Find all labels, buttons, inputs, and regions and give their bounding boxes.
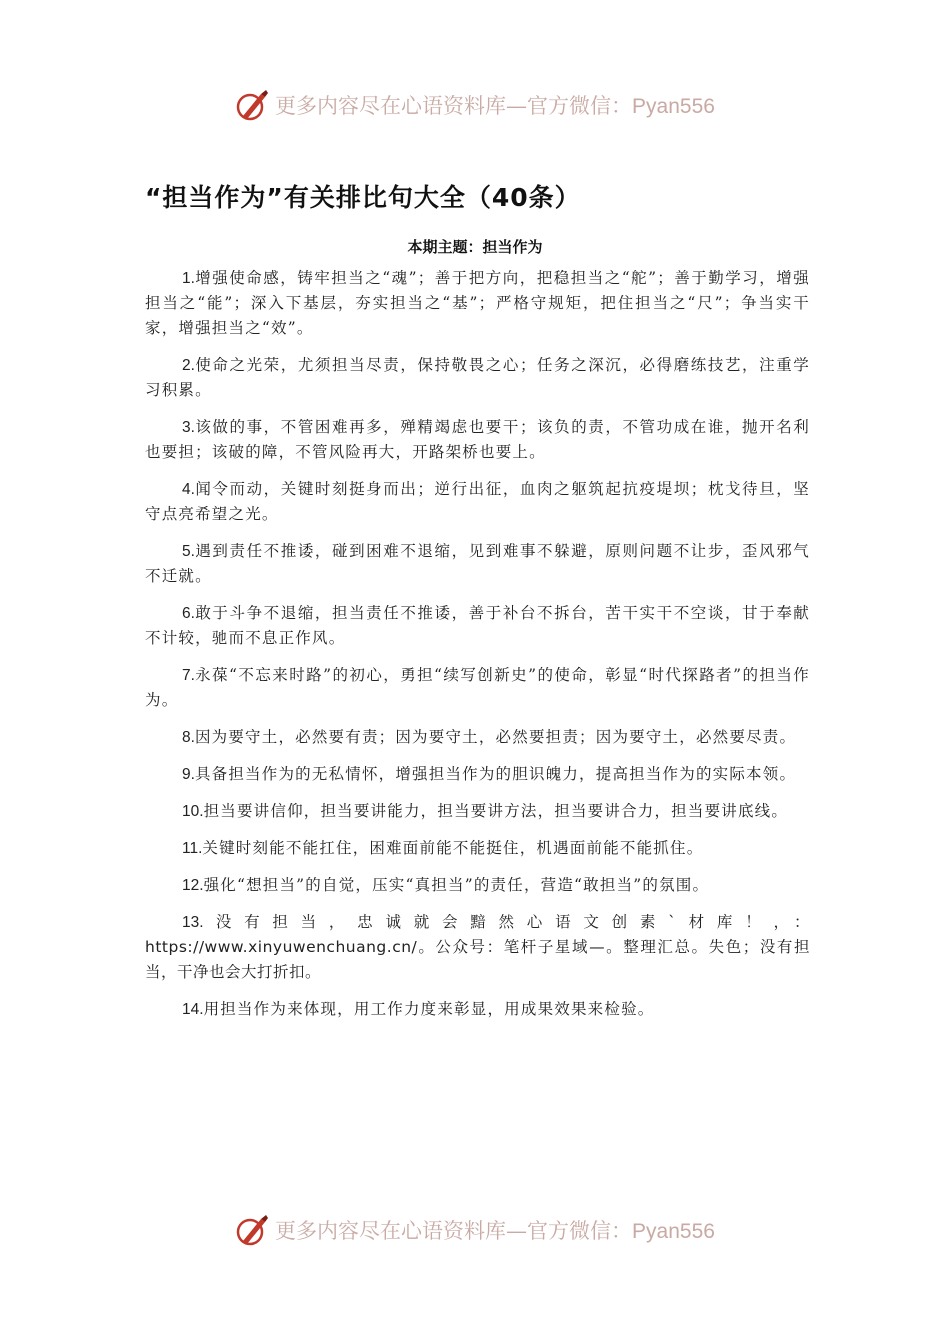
item-list <box>145 266 810 1034</box>
page-subtitle: 本期主题：担当作为 <box>407 238 543 256</box>
item-text: 使命之光荣，尤须担当尽责，保持敬畏之心；任务之深沉，必得磨练技艺，注重学习积累。 <box>145 356 810 399</box>
item-number: 3. <box>182 419 195 436</box>
list-item <box>145 836 810 861</box>
item-text: 永葆“不忘来时路”的初心，勇担“续写创新史”的使命，彰显“时代探路者”的担当作为。 <box>145 666 810 709</box>
item-text: 具备担当作为的无私情怀，增强担当作为的胆识魄力，提高担当作为的实际本领。 <box>194 765 797 783</box>
item-text: 强化“想担当”的自觉，压实“真担当”的责任，营造“敢担当”的氛围。 <box>203 876 710 894</box>
list-item <box>145 477 810 527</box>
banner-label: 更多内容尽在心语资料库—官方微信： <box>275 94 633 118</box>
list-item <box>145 415 810 465</box>
item-number: 2. <box>182 357 195 374</box>
item-number: 7. <box>182 667 195 684</box>
pen-logo-icon <box>235 1213 269 1247</box>
item-number: 12. <box>182 877 204 894</box>
item-number: 10. <box>182 803 204 820</box>
item-text: 关键时刻能不能扛住，困难面前能不能挺住，机遇面前能不能抓住。 <box>202 839 704 857</box>
item-number: 9. <box>182 766 195 783</box>
item-number: 5. <box>182 543 195 560</box>
list-item <box>145 873 810 898</box>
item-text: 因为要守土，必然要有责；因为要守土，必然要担责；因为要守土，必然要尽责。 <box>194 728 797 746</box>
item-text: 敢于斗争不退缩，担当责任不推诿，善于补台不拆台，苦干实干不空谈，甘于奉献不计较，驰而不息正作风。 <box>145 604 810 647</box>
item-number: 11. <box>182 840 203 857</box>
item-text: 增强使命感，铸牢担当之“魂”；善于把方向，把稳担当之“舵”；善于勤学习，增强担当之“能”；深入下基层，夯实担当之“基”；严格守规矩，把住担当之“尺”；争当实干家，增强担当之“效”。 <box>145 269 810 337</box>
list-item <box>145 539 810 589</box>
item-text: 闻令而动，关键时刻挺身而出；逆行出征，血肉之躯筑起抗疫堤坝；枕戈待旦，坚守点亮希望之光。 <box>145 480 810 523</box>
item-number: 8. <box>182 729 195 746</box>
item-number: 13. <box>182 914 204 931</box>
item-text: 用担当作为来体现，用工作力度来彰显，用成果效果来检验。 <box>203 1000 655 1018</box>
list-item <box>145 910 810 985</box>
list-item <box>145 762 810 787</box>
header-banner <box>0 85 950 125</box>
list-item <box>145 266 810 341</box>
item-text: 担当要讲信仰，担当要讲能力，担当要讲方法，担当要讲合力，担当要讲底线。 <box>203 802 789 820</box>
list-item <box>145 353 810 403</box>
list-item <box>145 799 810 824</box>
item-number: 14. <box>182 1001 204 1018</box>
banner-text <box>275 1215 715 1245</box>
banner-wechat-id: Pyan556 <box>632 1220 715 1243</box>
page-title: “担当作为”有关排比句大全（40条） <box>145 183 581 212</box>
item-text: 遇到责任不推诿，碰到困难不退缩，见到难事不躲避，原则问题不让步，歪风邪气不迁就。 <box>145 542 810 585</box>
item-number: 6. <box>182 605 195 622</box>
item-number: 4. <box>182 481 195 498</box>
pen-logo-icon <box>235 88 269 122</box>
banner-text <box>275 90 715 120</box>
banner-label: 更多内容尽在心语资料库—官方微信： <box>275 1219 633 1243</box>
list-item <box>145 601 810 651</box>
item-text: 没有担当，忠诚就会黯然心语文创素`材库！，：https://www.xinyuwenchuang.cn/。公众号：笔杆子星域—。整理汇总。失色；没有担当，干净也会大打折扣。 <box>145 913 810 981</box>
list-item <box>145 725 810 750</box>
footer-banner <box>0 1210 950 1250</box>
list-item <box>145 663 810 713</box>
banner-wechat-id: Pyan556 <box>632 95 715 118</box>
item-number: 1. <box>182 270 195 287</box>
list-item <box>145 997 810 1022</box>
item-text: 该做的事，不管困难再多，殚精竭虑也要干；该负的责，不管功成在谁，抛开名利也要担；该破的障，不管风险再大，开路架桥也要上。 <box>145 418 810 461</box>
